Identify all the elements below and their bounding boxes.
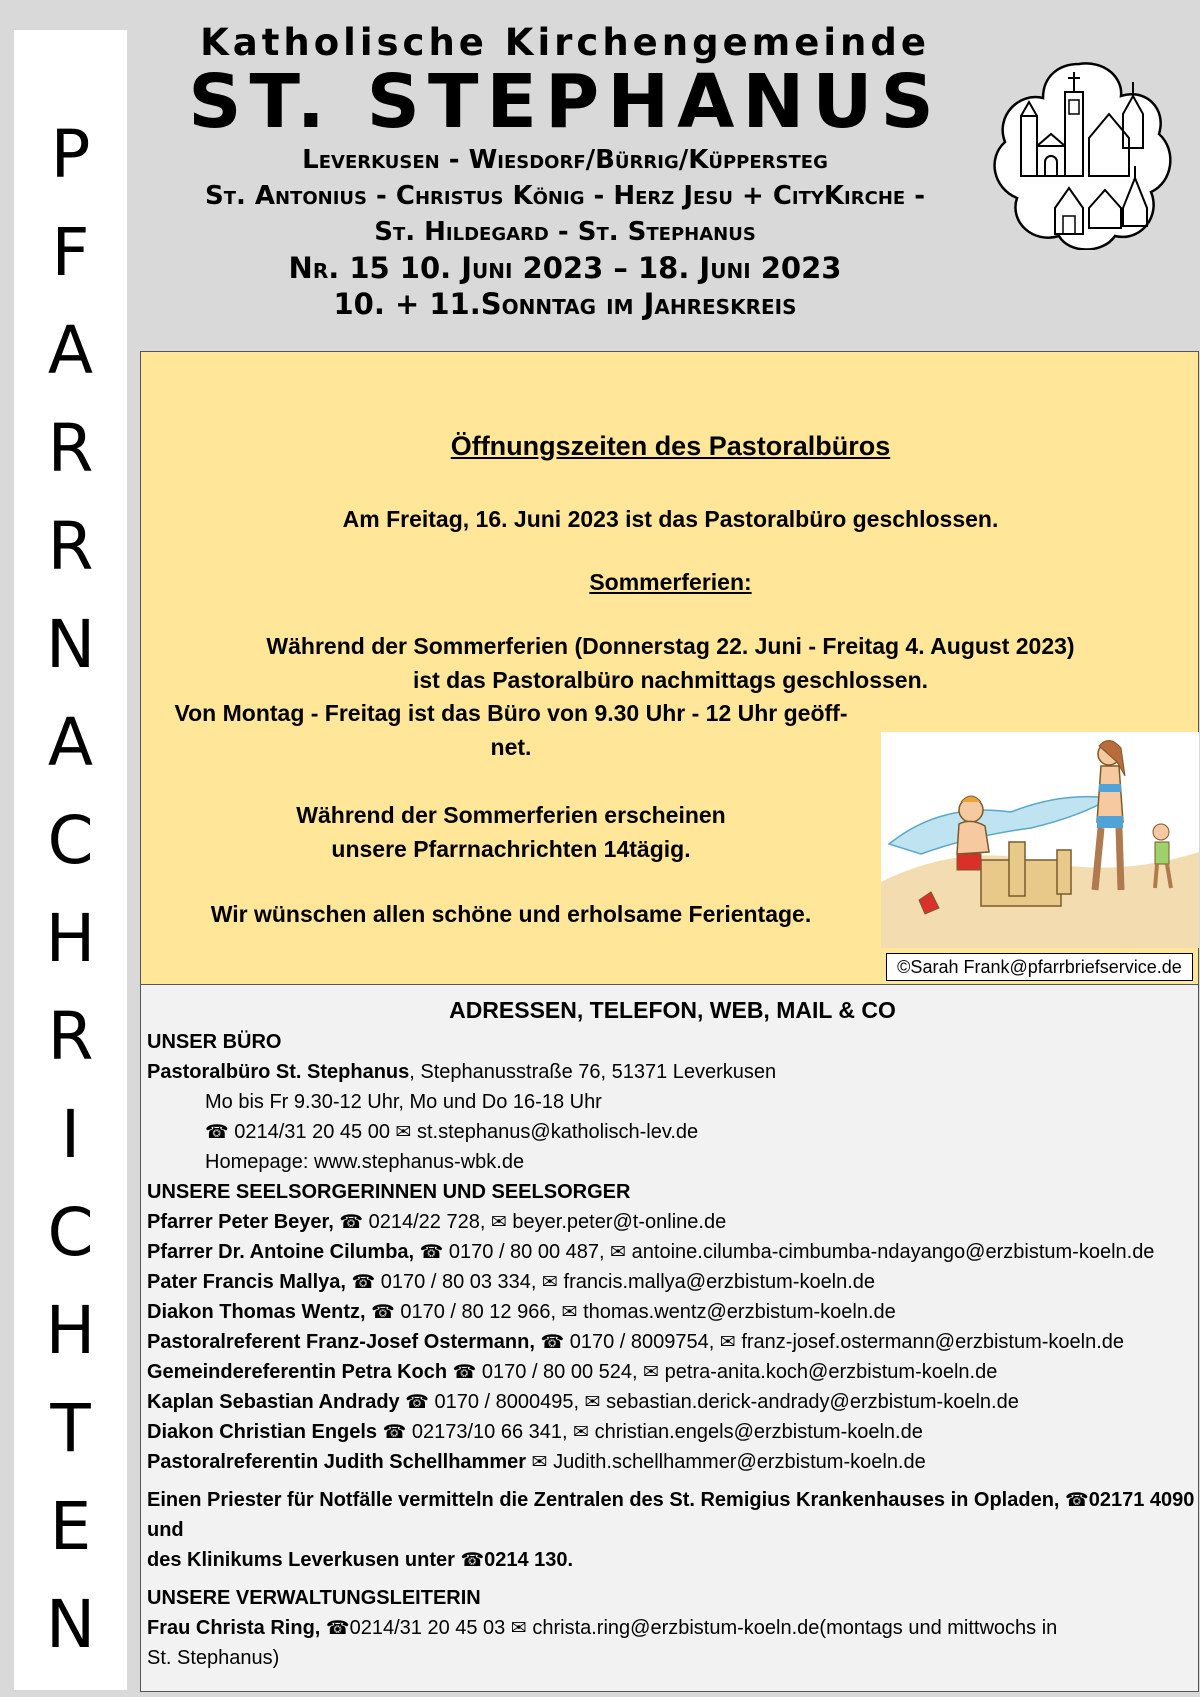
clergy-row bbox=[147, 1417, 1198, 1447]
notice-summer-line-2: ist das Pastoralbüro nachmittags geschlossen. bbox=[412, 667, 929, 693]
clergy-row bbox=[147, 1267, 1198, 1297]
phone-icon: ☎ bbox=[371, 1301, 395, 1323]
side-letter: A bbox=[47, 312, 94, 389]
admin-contact-line bbox=[147, 1613, 1198, 1643]
clergy-row bbox=[147, 1207, 1198, 1237]
clergy-phone[interactable]: 0170 / 8009754, bbox=[569, 1331, 715, 1353]
admin-contact-line-2: St. Stephanus) bbox=[147, 1647, 280, 1669]
clergy-phone[interactable]: 0170 / 80 12 966, bbox=[400, 1301, 557, 1323]
phone-icon: ☎ bbox=[382, 1421, 407, 1443]
office-hours-notice bbox=[140, 351, 1199, 985]
notice-newsletter-line-1: Während der Sommerferien erscheinen bbox=[296, 802, 726, 828]
office-address-line bbox=[147, 1057, 1198, 1087]
clergy-name: Pastoralreferentin Judith Schellhammer bbox=[147, 1451, 527, 1473]
clergy-phone[interactable]: 0170 / 80 00 487, bbox=[448, 1241, 605, 1263]
emergency-text-1: Einen Priester für Notfälle vermitteln die Zentralen des St. Remigius Krankenhauses in Opladen, bbox=[147, 1489, 1060, 1511]
phone-icon: ☎ bbox=[419, 1241, 444, 1263]
header-parish-type: Katholische Kirchengemeinde bbox=[200, 21, 930, 64]
emergency-line-3 bbox=[147, 1545, 1198, 1575]
office-contact-line bbox=[147, 1117, 1198, 1147]
admin-heading: UNSERE VERWALTUNGSLEITERIN bbox=[147, 1587, 481, 1609]
side-letter: N bbox=[45, 606, 96, 683]
side-letter: R bbox=[47, 410, 94, 487]
clergy-row bbox=[147, 1327, 1198, 1357]
mail-icon: ✉ bbox=[531, 1451, 548, 1473]
notice-closed-day: Am Freitag, 16. Juni 2023 ist das Pastoralbüro geschlossen. bbox=[342, 506, 999, 532]
phone-icon: ☎ bbox=[351, 1271, 376, 1293]
header bbox=[140, 18, 990, 322]
clergy-mail-link[interactable]: christian.engels@erzbistum-koeln.de bbox=[594, 1421, 923, 1443]
side-banner bbox=[14, 30, 127, 1690]
side-letter: H bbox=[45, 1292, 96, 1369]
side-letter: H bbox=[45, 900, 96, 977]
phone-icon: ☎ bbox=[452, 1361, 477, 1383]
admin-name: Frau Christa Ring, bbox=[147, 1617, 321, 1639]
notice-title: Öffnungszeiten des Pastoralbüros bbox=[450, 431, 891, 461]
church-logo-icon bbox=[985, 58, 1173, 250]
side-letter: R bbox=[47, 508, 94, 585]
side-letter: C bbox=[47, 802, 94, 879]
side-letter: E bbox=[49, 1488, 92, 1565]
mail-icon: ✉ bbox=[719, 1331, 736, 1353]
mail-icon: ✉ bbox=[561, 1301, 578, 1323]
clergy-name: Pater Francis Mallya, bbox=[147, 1271, 346, 1293]
clergy-mail-link[interactable]: thomas.wentz@erzbistum-koeln.de bbox=[583, 1301, 896, 1323]
clergy-name: Diakon Christian Engels bbox=[147, 1421, 378, 1443]
clergy-row bbox=[147, 1387, 1198, 1417]
notice-wish: Wir wünschen allen schöne und erholsame Ferientage. bbox=[210, 901, 812, 927]
emergency-text-2: und bbox=[147, 1519, 184, 1541]
header-issue: Nr. 15 10. Juni 2023 – 18. Juni 2023 bbox=[288, 251, 842, 285]
office-name: Pastoralbüro St. Stephanus bbox=[147, 1061, 410, 1083]
clergy-name: Gemeindereferentin Petra Koch bbox=[147, 1361, 448, 1383]
clergy-mail-link[interactable]: franz-josef.ostermann@erzbistum-koeln.de bbox=[741, 1331, 1125, 1353]
clergy-row bbox=[147, 1447, 1198, 1477]
side-letter: C bbox=[47, 1194, 94, 1271]
office-address: , Stephanusstraße 76, 51371 Leverkusen bbox=[409, 1061, 777, 1083]
mail-icon: ✉ bbox=[643, 1361, 660, 1383]
header-location: Leverkusen - Wiesdorf/Bürrig/Küppersteg bbox=[302, 145, 828, 175]
phone-icon: ☎ bbox=[325, 1617, 350, 1639]
phone-icon: ☎ bbox=[205, 1121, 229, 1143]
beach-illustration bbox=[881, 732, 1199, 948]
clergy-mail-link[interactable]: beyer.peter@t-online.de bbox=[512, 1211, 727, 1233]
emergency-phone-2[interactable]: 0214 130. bbox=[484, 1549, 574, 1571]
mail-icon: ✉ bbox=[573, 1421, 590, 1443]
phone-icon: ☎ bbox=[339, 1211, 364, 1233]
phone-icon: ☎ bbox=[1065, 1489, 1089, 1511]
mail-icon: ✉ bbox=[542, 1271, 558, 1293]
clergy-mail-link[interactable]: petra-anita.koch@erzbistum-koeln.de bbox=[664, 1361, 998, 1383]
mail-icon: ✉ bbox=[395, 1121, 412, 1143]
clergy-mail-link[interactable]: antoine.cilumba-cimbumba-ndayango@erzbistum-koeln.de bbox=[631, 1241, 1155, 1263]
header-churches-1: St. Antonius - Christus König - Herz Jesu + CityKirche - bbox=[204, 181, 926, 211]
notice-hours-line-2: net. bbox=[490, 734, 532, 760]
clergy-phone[interactable]: 0170 / 8000495, bbox=[434, 1391, 580, 1413]
mail-icon: ✉ bbox=[490, 1211, 507, 1233]
clergy-name: Pastoralreferent Franz-Josef Ostermann, bbox=[147, 1331, 535, 1353]
side-letter: A bbox=[47, 704, 94, 781]
admin-mail-link[interactable]: christa.ring@erzbistum-koeln.de(montags und mittwochs in bbox=[532, 1617, 1058, 1639]
notice-summer-line-1: Während der Sommerferien (Donnerstag 22. Juni - Freitag 4. August 2023) bbox=[266, 633, 1075, 659]
clergy-name: Pfarrer Peter Beyer, bbox=[147, 1211, 334, 1233]
clergy-phone[interactable]: 0170 / 80 00 524, bbox=[481, 1361, 638, 1383]
emergency-line-1 bbox=[147, 1485, 1198, 1515]
clergy-name: Pfarrer Dr. Antoine Cilumba, bbox=[147, 1241, 415, 1263]
side-letter: I bbox=[60, 1096, 81, 1173]
mail-icon: ✉ bbox=[610, 1241, 627, 1263]
clergy-phone[interactable]: 0214/22 728, bbox=[368, 1211, 486, 1233]
clergy-phone[interactable]: 0170 / 80 03 334, bbox=[380, 1271, 537, 1293]
office-homepage-link[interactable]: Homepage: www.stephanus-wbk.de bbox=[205, 1151, 525, 1173]
notice-summer-heading: Sommerferien: bbox=[589, 569, 752, 595]
clergy-heading: UNSERE SEELSORGERINNEN UND SEELSORGER bbox=[147, 1181, 631, 1203]
clergy-mail-link[interactable]: Judith.schellhammer@erzbistum-koeln.de bbox=[553, 1451, 926, 1473]
header-churches-2: St. Hildegard - St. Stephanus bbox=[374, 217, 756, 247]
mail-icon: ✉ bbox=[510, 1617, 527, 1639]
clergy-mail-link[interactable]: sebastian.derick-andrady@erzbistum-koeln.de bbox=[606, 1391, 1019, 1413]
image-credit: ©Sarah Frank@pfarrbriefservice.de bbox=[886, 953, 1193, 981]
phone-icon: ☎ bbox=[460, 1549, 485, 1571]
clergy-row bbox=[147, 1357, 1198, 1387]
clergy-row bbox=[147, 1237, 1198, 1267]
contacts-title: ADRESSEN, TELEFON, WEB, MAIL & CO bbox=[449, 997, 896, 1023]
side-letter: T bbox=[50, 1390, 91, 1467]
emergency-text-3: des Klinikums Leverkusen unter bbox=[147, 1549, 455, 1571]
clergy-row bbox=[147, 1297, 1198, 1327]
header-parish-name: ST. STEPHANUS bbox=[188, 59, 942, 145]
office-heading: UNSER BÜRO bbox=[147, 1031, 282, 1053]
contacts-section bbox=[140, 985, 1199, 1692]
clergy-phone[interactable]: 02173/10 66 341, bbox=[411, 1421, 568, 1443]
office-phone[interactable]: 0214/31 20 45 00 bbox=[234, 1121, 390, 1143]
phone-icon: ☎ bbox=[540, 1331, 565, 1353]
clergy-mail-link[interactable]: francis.mallya@erzbistum-koeln.de bbox=[563, 1271, 876, 1293]
header-sundays: 10. + 11.Sonntag im Jahreskreis bbox=[333, 287, 797, 321]
notice-hours-line-1: Von Montag - Freitag ist das Büro von 9.30 Uhr - 12 Uhr geöff- bbox=[174, 700, 848, 726]
notice-newsletter-line-2: unsere Pfarrnachrichten 14tägig. bbox=[331, 836, 691, 862]
side-letter: P bbox=[50, 116, 91, 193]
emergency-phone-1[interactable]: 02171 4090 bbox=[1088, 1489, 1195, 1511]
office-hours: Mo bis Fr 9.30-12 Uhr, Mo und Do 16-18 Uhr bbox=[205, 1091, 602, 1113]
side-letter: R bbox=[47, 998, 94, 1075]
admin-phone[interactable]: 0214/31 20 45 03 bbox=[349, 1617, 506, 1639]
clergy-name: Diakon Thomas Wentz, bbox=[147, 1301, 366, 1323]
clergy-name: Kaplan Sebastian Andrady bbox=[147, 1391, 400, 1413]
side-letter: N bbox=[45, 1586, 96, 1663]
office-mail-link[interactable]: st.stephanus@katholisch-lev.de bbox=[416, 1121, 699, 1143]
phone-icon: ☎ bbox=[405, 1391, 429, 1413]
side-letter: F bbox=[51, 214, 90, 291]
mail-icon: ✉ bbox=[584, 1391, 601, 1413]
